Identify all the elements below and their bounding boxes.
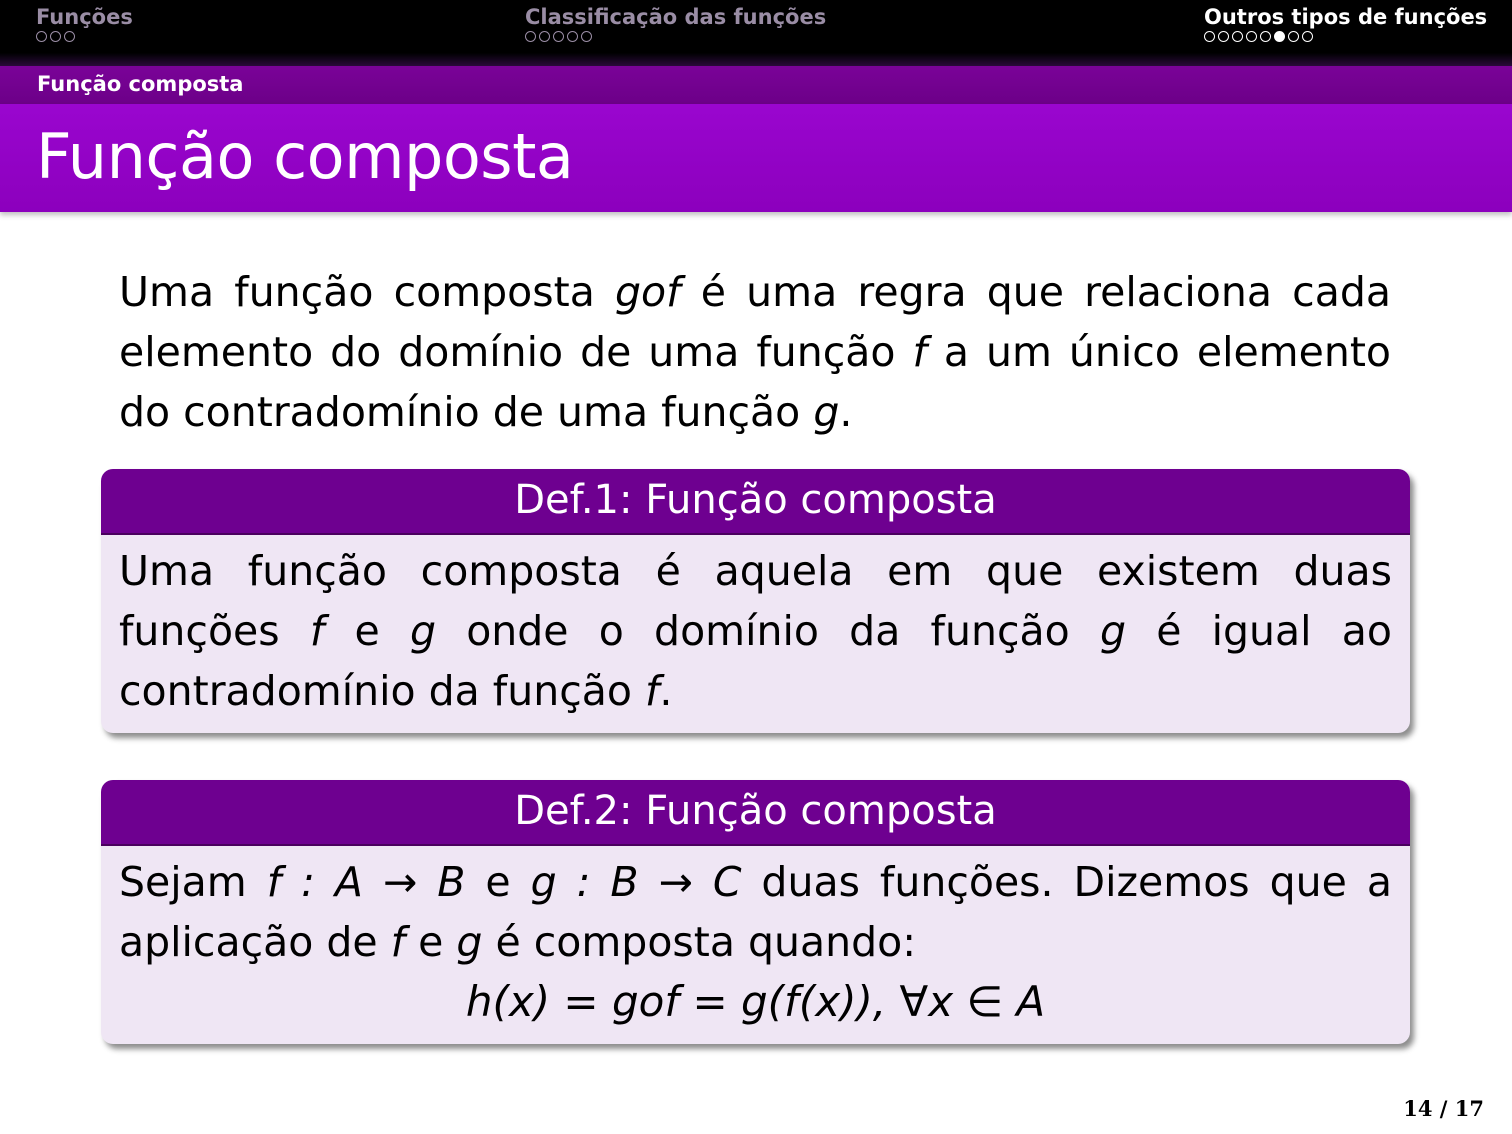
frame-dot-icon[interactable]	[1288, 31, 1299, 42]
definition-block-2	[101, 780, 1410, 1044]
definition-title: Def.1: Função composta	[101, 469, 1410, 535]
frame-title: Função composta	[36, 120, 574, 193]
def-text: é composta quando:	[482, 918, 917, 966]
nav-section-funcoes[interactable]	[36, 4, 133, 42]
composition-formula: h(x) = gof = g(f(x)), ∀x ∈ A	[465, 977, 1046, 1026]
intro-text: .	[839, 388, 853, 436]
frame-dot-icon[interactable]	[1218, 31, 1229, 42]
def-text: Uma função composta é aquela em que existem duas funções	[119, 547, 1392, 655]
intro-text: a um único elemento do contradomínio de uma função	[119, 328, 1391, 436]
frame-dot-icon[interactable]	[1260, 31, 1271, 42]
nav-section-title[interactable]: Funções	[36, 5, 133, 29]
nav-section-outros-tipos[interactable]	[1204, 4, 1487, 42]
definition-title: Def.2: Função composta	[101, 780, 1410, 846]
frame-dot-icon[interactable]	[539, 31, 550, 42]
math-var: g	[456, 918, 483, 966]
math-var: g	[813, 388, 840, 436]
nav-dots	[36, 31, 133, 42]
frame-dot-icon[interactable]	[64, 31, 75, 42]
def-text: é igual ao contradomínio da função	[119, 607, 1392, 715]
frame-dot-icon[interactable]	[553, 31, 564, 42]
subsection-title[interactable]: Função composta	[37, 72, 244, 96]
math-var: f	[644, 667, 660, 715]
math-var: f	[309, 607, 325, 655]
def-text: Sejam	[119, 858, 267, 906]
frame-dot-icon[interactable]	[36, 31, 47, 42]
frame-dot-icon[interactable]	[1246, 31, 1257, 42]
math-var: g	[409, 607, 436, 655]
frame-dot-icon[interactable]	[525, 31, 536, 42]
page-number: 14 / 17	[1403, 1096, 1484, 1121]
intro-text: é uma regra que relaciona cada elemento do domínio de uma função	[119, 268, 1391, 376]
definition-body	[101, 535, 1410, 733]
nav-section-title[interactable]: Outros tipos de funções	[1204, 5, 1488, 29]
frame-dot-icon[interactable]	[567, 31, 578, 42]
def-text: onde o domínio da função	[435, 607, 1100, 655]
def-text: .	[659, 667, 673, 715]
math-var: f	[390, 918, 406, 966]
definition-block-1	[101, 469, 1410, 733]
nav-section-classificacao[interactable]	[525, 4, 826, 42]
navbar	[0, 0, 1512, 66]
def-text: e	[405, 918, 457, 966]
frame-dot-icon[interactable]	[1204, 31, 1215, 42]
def-text: duas funções. Dizemos que a aplicação de	[119, 858, 1392, 966]
nav-section-title[interactable]: Classificação das funções	[525, 5, 827, 29]
math-var: f	[912, 328, 927, 376]
nav-dots	[1204, 31, 1487, 42]
subsection-bar	[0, 66, 1512, 104]
def-text: e	[465, 858, 531, 906]
nav-dots	[525, 31, 826, 42]
def-text: e	[324, 607, 410, 655]
definition-body	[101, 846, 1410, 1044]
frame-dot-icon[interactable]	[1302, 31, 1313, 42]
frame-dot-icon[interactable]	[581, 31, 592, 42]
math-map: g : B → C	[530, 858, 742, 906]
frame-dot-icon[interactable]	[50, 31, 61, 42]
frame-dot-icon[interactable]	[1232, 31, 1243, 42]
math-var: g	[1099, 607, 1126, 655]
math-var: gof	[615, 268, 681, 316]
intro-paragraph	[119, 262, 1391, 442]
intro-text: Uma função composta	[119, 268, 616, 316]
math-map: f : A → B	[266, 858, 466, 906]
frame-dot-icon[interactable]	[1274, 31, 1285, 42]
frame-title-bar	[0, 104, 1512, 212]
